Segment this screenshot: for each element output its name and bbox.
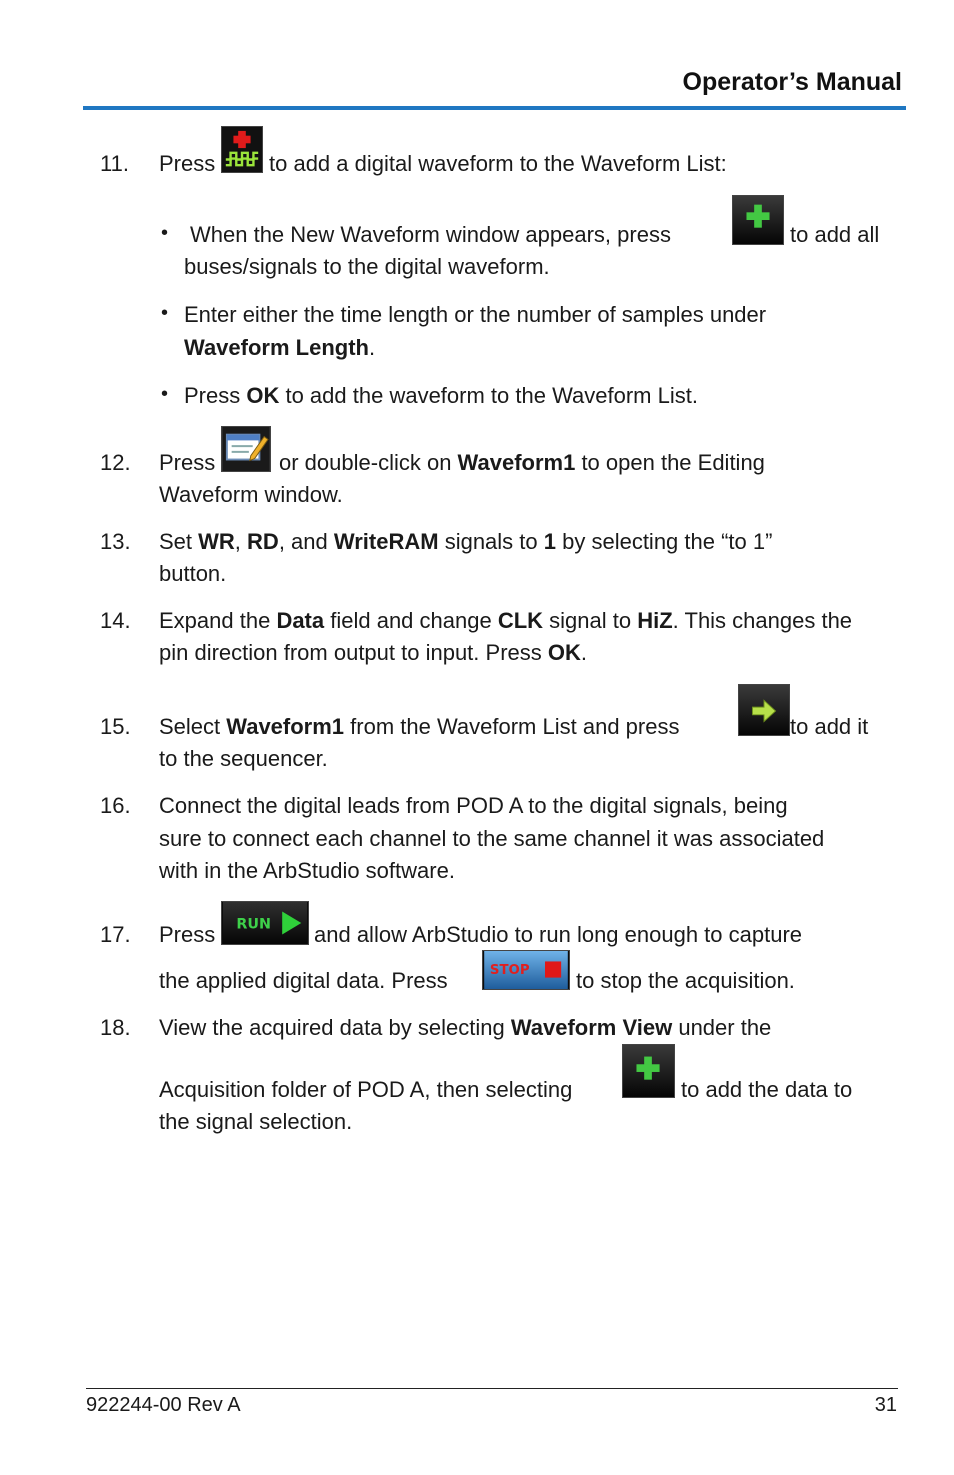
- footer-document-id: 922244-00 Rev A: [86, 1394, 241, 1416]
- step-12-text-line2: Waveform window.: [159, 482, 343, 507]
- step-16-text: Connect the digital leads from POD A to the digital signals, being: [159, 793, 788, 818]
- step-15-text: Select Waveform1 from the Waveform List and press: [159, 714, 680, 739]
- step-11-text-after: to add a digital waveform to the Waveform List:: [269, 151, 727, 176]
- stop-label: STOP: [489, 962, 530, 978]
- bullet-1-text-after: to add all: [790, 222, 880, 247]
- step-18-text-after: to add the data to: [681, 1077, 853, 1102]
- step-18-text-line2: Acquisition folder of POD A, then selecting: [159, 1077, 573, 1102]
- step-14-text: Expand the Data field and change CLK signal to HiZ. This changes the: [159, 608, 853, 633]
- run-label: RUN: [236, 916, 271, 933]
- edit-waveform-icon: [221, 426, 271, 472]
- step-12-number: 12.: [100, 450, 131, 475]
- step-17-text-line2: the applied digital data. Press: [159, 968, 448, 993]
- step-18-text-line3: the signal selection.: [159, 1109, 353, 1134]
- footer-page-number: 31: [874, 1394, 897, 1416]
- step-13-number: 13.: [100, 529, 131, 554]
- add-to-sequencer-icon: [738, 684, 790, 736]
- step-12-text: Press: [159, 450, 216, 475]
- step-18-text: View the acquired data by selecting Waveform View under the: [159, 1015, 772, 1040]
- bullet-dot: •: [161, 383, 169, 405]
- step-13-text: Set WR, RD, and WriteRAM signals to 1 by selecting the “to 1”: [159, 529, 773, 554]
- stop-button-icon: [482, 950, 570, 990]
- add-digital-waveform-icon: [221, 126, 263, 173]
- step-17-text-after2: to stop the acquisition.: [576, 968, 795, 993]
- step-16-text-line2: sure to connect each channel to the same channel it was associated: [159, 826, 825, 851]
- bullet-3-text: Press OK to add the waveform to the Waveform List.: [184, 383, 698, 408]
- bullet-dot: •: [161, 222, 169, 244]
- bullet-1-text: When the New Waveform window appears, press: [190, 222, 671, 247]
- step-11-number: 11.: [100, 151, 129, 176]
- step-15-number: 15.: [100, 714, 131, 739]
- page-header-title: Operator’s Manual: [682, 68, 902, 96]
- step-16-number: 16.: [100, 793, 131, 818]
- bullet-2-text-line2: Waveform Length.: [184, 335, 376, 360]
- add-all-signals-icon: [732, 195, 784, 245]
- step-14-text-line2: pin direction from output to input. Press OK.: [159, 640, 587, 665]
- bullet-2-text: Enter either the time length or the number of samples under: [184, 302, 767, 327]
- step-12-text-after: or double-click on Waveform1 to open the Editing: [279, 450, 765, 475]
- step-15-text-after: to add it: [790, 714, 869, 739]
- step-18-number: 18.: [100, 1015, 131, 1040]
- bullet-1-text-line2: buses/signals to the digital waveform.: [184, 254, 550, 279]
- step-17-number: 17.: [100, 922, 131, 947]
- step-17-text: Press: [159, 922, 216, 947]
- step-16-text-line3: with in the ArbStudio software.: [159, 858, 455, 883]
- step-13-text-line2: button.: [159, 561, 227, 586]
- bullet-dot: •: [161, 302, 169, 324]
- step-15-text-line2: to the sequencer.: [159, 746, 328, 771]
- run-button-icon: [221, 901, 309, 945]
- add-data-icon: [622, 1044, 675, 1098]
- footer-rule: [86, 1388, 898, 1389]
- header-rule: [83, 106, 906, 110]
- step-11-text: Press: [159, 151, 216, 176]
- step-14-number: 14.: [100, 608, 131, 633]
- step-17-text-after: and allow ArbStudio to run long enough to capture: [314, 922, 803, 947]
